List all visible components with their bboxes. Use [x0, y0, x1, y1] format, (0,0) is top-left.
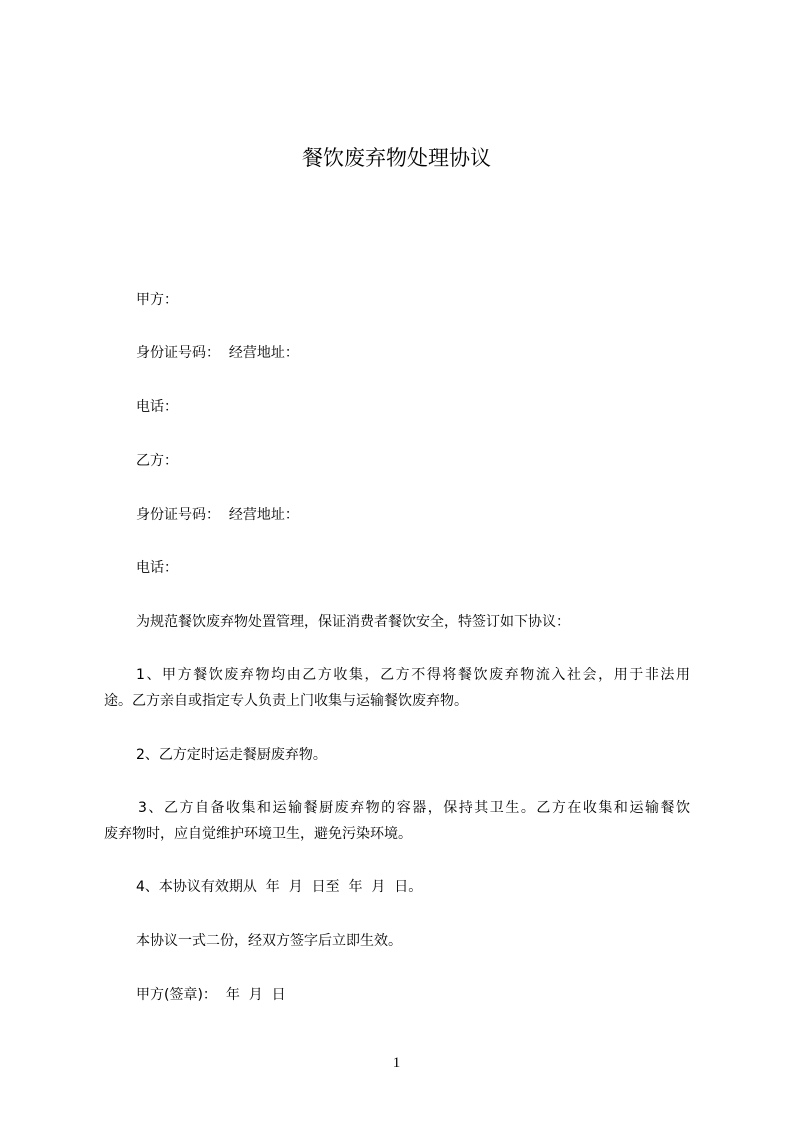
clause-3-line-1: 3、乙方自备收集和运输餐厨废弃物的容器，保持其卫生。乙方在收集和运输餐饮: [138, 800, 690, 816]
clause-4: 4、本协议有效期从 年 月 日至 年 月 日。: [136, 879, 423, 895]
party-b-phone: 电话：: [136, 560, 178, 576]
document-title: 餐饮废弃物处理协议: [302, 146, 491, 170]
party-b-id-address: 身份证号码： 经营地址：: [136, 507, 299, 523]
party-b-label: 乙方：: [136, 453, 178, 469]
signature-line: 甲方(签章)： 年 月 日: [136, 987, 286, 1003]
clause-1-line-1: 1、甲方餐饮废弃物均由乙方收集，乙方不得将餐饮废弃物流入社会，用于非法用: [136, 667, 690, 683]
party-a-phone: 电话：: [136, 399, 178, 415]
clause-1-line-2: 途。乙方亲自或指定专人负责上门收集与运输餐饮废弃物。: [104, 693, 468, 709]
party-a-label: 甲方：: [136, 292, 178, 308]
closing-paragraph: 本协议一式二份，经双方签字后立即生效。: [136, 933, 402, 949]
clause-3-line-2: 废弃物时，应自觉维护环境卫生，避免污染环境。: [104, 826, 412, 842]
page-number: 1: [392, 1055, 401, 1071]
party-a-id-address: 身份证号码： 经营地址：: [136, 345, 299, 361]
clause-2: 2、乙方定时运走餐厨废弃物。: [136, 747, 327, 763]
intro-paragraph: 为规范餐饮废弃物处置管理，保证消费者餐饮安全，特签订如下协议：: [136, 614, 570, 630]
